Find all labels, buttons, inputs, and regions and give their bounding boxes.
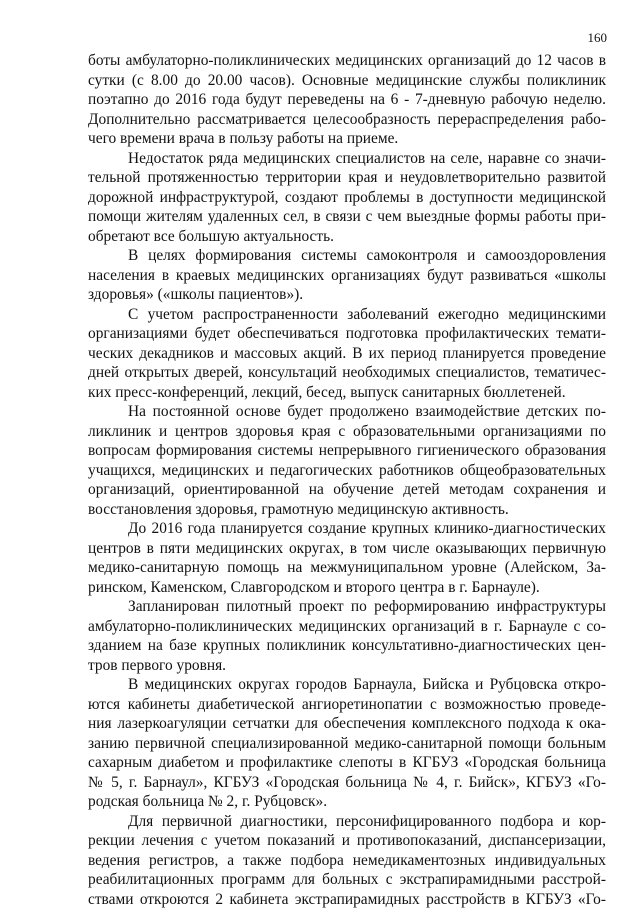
text-line: ния лазеркоагуляции сетчатки для обеспечения комплексного подхода к ока- xyxy=(88,714,606,734)
text-line: тров первого уровня. xyxy=(88,656,606,676)
text-line: медико-санитарную помощь на межмуниципальном уровне (Алейском, За- xyxy=(88,558,606,578)
text-line: сахарным диабетом и профилактике слепоты в КГБУЗ «Городская больница xyxy=(88,753,606,773)
paragraph xyxy=(88,675,606,812)
text-line: ринском, Каменском, Славгородском и второго центра в г. Барнауле). xyxy=(88,578,606,598)
text-line: родская больница № 2, г. Рубцовск». xyxy=(88,792,606,812)
text-line: На постоянной основе будет продолжено взаимодействие детских по- xyxy=(88,402,606,422)
paragraph xyxy=(88,149,606,247)
text-line: ются кабинеты диабетической ангиоретинопатии с возможностью проведе- xyxy=(88,695,606,715)
text-line: амбулаторно-поликлинических медицинских организаций в г. Барнауле с со- xyxy=(88,617,606,637)
paragraph xyxy=(88,246,606,305)
text-line: № 5, г. Барнаул», КГБУЗ «Городская больница № 4, г. Бийск», КГБУЗ «Го- xyxy=(88,773,606,793)
text-line: центров в пяти медицинских округах, в том числе оказывающих первичную xyxy=(88,539,606,559)
text-line: В медицинских округах городов Барнаула, Бийска и Рубцовска откро- xyxy=(88,675,606,695)
text-line: обретают все большую актуальность. xyxy=(88,227,606,247)
paragraph xyxy=(88,597,606,675)
text-line: тельной протяженностью территории края и неудовлетворительно развитой xyxy=(88,168,606,188)
paragraph xyxy=(88,51,606,149)
text-line: помощи жителям удаленных сел, в связи с чем выездные формы работы при- xyxy=(88,207,606,227)
text-line: ведения регистров, а также подбора немедикаментозных индивидуальных xyxy=(88,851,606,871)
text-line: Дополнительно рассматривается целесообразность перераспределения рабо- xyxy=(88,110,606,130)
text-line: В целях формирования системы самоконтроля и самооздоровления xyxy=(88,246,606,266)
paragraph xyxy=(88,812,606,909)
text-line: населения в краевых медицинских организациях будут развиваться «школы xyxy=(88,266,606,286)
text-line: организаций, ориентированной на обучение детей методам сохранения и xyxy=(88,480,606,500)
document-body xyxy=(88,51,606,909)
text-line: поэтапно до 2016 года будут переведены на 6 - 7-дневную рабочую неделю. xyxy=(88,90,606,110)
text-line: ких пресс-конференций, лекций, бесед, выпуск санитарных бюллетеней. xyxy=(88,383,606,403)
text-line: учащихся, медицинских и педагогических работников общеобразовательных xyxy=(88,461,606,481)
text-line: восстановления здоровья, грамотную медицинскую активность. xyxy=(88,500,606,520)
paragraph xyxy=(88,305,606,403)
text-line: вопросам формирования системы непрерывного гигиенического образования xyxy=(88,441,606,461)
text-line: рекции лечения с учетом показаний и противопоказаний, диспансеризации, xyxy=(88,831,606,851)
text-line: боты амбулаторно-поликлинических медицинских организаций до 12 часов в xyxy=(88,51,606,71)
text-line: Для первичной диагностики, персонифицированного подбора и кор- xyxy=(88,812,606,832)
text-line: занию первичной специализированной медико-санитарной помощи больным xyxy=(88,734,606,754)
text-line: здоровья» («школы пациентов»). xyxy=(88,285,606,305)
text-line: До 2016 года планируется создание крупных клинико-диагностических xyxy=(88,519,606,539)
text-line: ческих декадников и массовых акций. В их период планируется проведение xyxy=(88,344,606,364)
text-line: организациями будет обеспечиваться подготовка профилактических темати- xyxy=(88,324,606,344)
text-line: дорожной инфраструктурой, создают проблемы в доступности медицинской xyxy=(88,188,606,208)
paragraph xyxy=(88,519,606,597)
text-line: Запланирован пилотный проект по реформированию инфраструктуры xyxy=(88,597,606,617)
text-line: ликлиник и центров здоровья края с образовательными организациями по xyxy=(88,422,606,442)
text-line: зданием на базе крупных поликлиник консультативно-диагностических цен- xyxy=(88,636,606,656)
text-line: С учетом распространенности заболеваний ежегодно медицинскими xyxy=(88,305,606,325)
text-line: Недостаток ряда медицинских специалистов на селе, наравне со значи- xyxy=(88,149,606,169)
text-line: дней открытых дверей, консультаций необходимых специалистов, тематичес- xyxy=(88,363,606,383)
paragraph xyxy=(88,402,606,519)
text-line: чего времени врача в пользу работы на приеме. xyxy=(88,129,606,149)
text-line: ствами откроются 2 кабинета экстрапирамидных расстройств в КГБУЗ «Го- xyxy=(88,890,606,909)
page-number: 160 xyxy=(588,30,608,45)
text-line: сутки (с 8.00 до 20.00 часов). Основные медицинские службы поликлиник xyxy=(88,71,606,91)
text-line: реабилитационных программ для больных с экстрапирамидными расстрой- xyxy=(88,870,606,890)
